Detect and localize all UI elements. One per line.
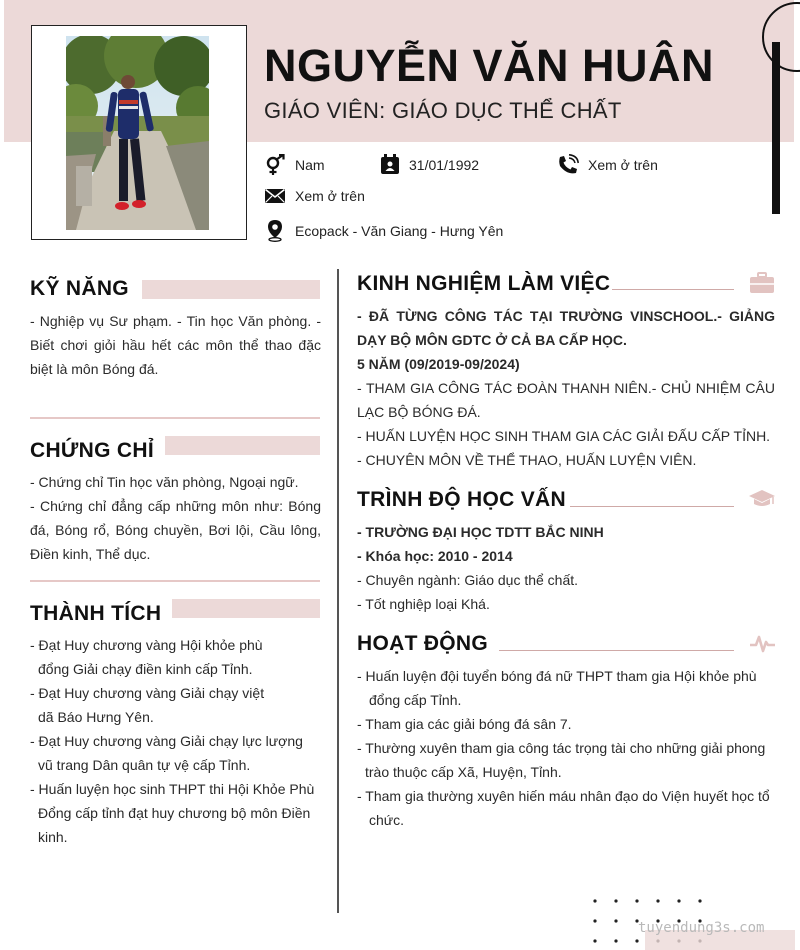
candidate-name: NGUYỄN VĂN HUÂN bbox=[264, 40, 715, 91]
skills-text-line: - Nghiệp vụ Sư phạm. - Tin học Văn phòng. - Biết chơi giỏi hầu hết các môn thể thao đặc biệt là môn Bóng đá. bbox=[30, 313, 321, 377]
birthday-info bbox=[380, 154, 479, 175]
experience-content bbox=[357, 304, 775, 472]
list-item: - THAM GIA CÔNG TÁC ĐOÀN THANH NIÊN.- CHỦ NHIỆM CÂU LẠC BỘ BÓNG ĐÁ. bbox=[357, 380, 775, 420]
list-item: - Huấn luyện đội tuyển bóng đá nữ THPT tham gia Hội khỏe phù đổng cấp Tỉnh. bbox=[357, 668, 757, 708]
education-title-line bbox=[570, 506, 734, 507]
experience-title-line bbox=[612, 289, 734, 290]
skills-text bbox=[30, 309, 321, 381]
phone-icon bbox=[557, 154, 579, 176]
list-item: - Thường xuyên tham gia công tác trọng tài cho những giải phong trào thuộc cấp Xã, Huyện, Tỉnh. bbox=[357, 740, 766, 780]
address-value: Ecopack - Văn Giang - Hưng Yên bbox=[295, 222, 504, 239]
list-item: - Tham gia các giải bóng đá sân 7. bbox=[357, 716, 572, 732]
activities-list bbox=[357, 664, 777, 832]
education-content bbox=[357, 520, 775, 616]
section-separator bbox=[30, 417, 320, 419]
skills-title-bar bbox=[142, 280, 320, 299]
location-pin-icon bbox=[264, 219, 286, 242]
phone-value: Xem ở trên bbox=[588, 157, 658, 173]
education-title: TRÌNH ĐỘ HỌC VẤN bbox=[357, 488, 566, 511]
list-item: - Huấn luyện học sinh THPT thi Hội Khỏe Phù Đổng cấp tỉnh đạt huy chương bộ môn Điền kinh. bbox=[30, 781, 315, 845]
certificates-title: CHỨNG CHỈ bbox=[30, 439, 154, 462]
gender-value: Nam bbox=[295, 157, 325, 173]
list-item: - HUẤN LUYỆN HỌC SINH THAM GIA CÁC GIẢI ĐẤU CẤP TỈNH. bbox=[357, 428, 771, 444]
list-item: - Tốt nghiệp loại Khá. bbox=[357, 596, 490, 612]
certificates-list bbox=[30, 470, 321, 566]
address-info bbox=[264, 219, 503, 242]
briefcase-icon bbox=[749, 272, 775, 294]
column-divider bbox=[337, 269, 339, 913]
gender-icon bbox=[264, 154, 286, 176]
experience-period: 5 NĂM (09/2019-09/2024) bbox=[357, 356, 520, 372]
experience-heading: - ĐÃ TỪNG CÔNG TÁC TẠI TRƯỜNG VINSCHOOL.- GIẢNG DẠY BỘ MÔN GDTC Ở CẢ BA CẤP HỌC. bbox=[357, 308, 775, 348]
list-item: - Chuyên ngành: Giáo dục thể chất. bbox=[357, 572, 579, 588]
activities-title: HOẠT ĐỘNG bbox=[357, 632, 489, 655]
job-title: GIÁO VIÊN: GIÁO DỤC THỂ CHẤT bbox=[264, 98, 622, 123]
section-separator bbox=[30, 580, 320, 582]
birthday-value: 31/01/1992 bbox=[409, 156, 480, 173]
decorative-bar bbox=[772, 42, 780, 214]
education-school: - TRƯỜNG ĐẠI HỌC TDTT BẮC NINH bbox=[357, 524, 604, 540]
list-item: - Đạt Huy chương vàng Hội khỏe phù đổng Giải chạy điền kinh cấp Tỉnh. bbox=[30, 637, 263, 677]
avatar bbox=[66, 36, 209, 230]
calendar-icon bbox=[380, 154, 400, 175]
email-info bbox=[264, 187, 365, 205]
achievements-title: THÀNH TÍCH bbox=[30, 602, 162, 625]
email-value: Xem ở trên bbox=[295, 188, 365, 204]
pulse-icon bbox=[749, 634, 776, 654]
experience-title: KINH NGHIỆM LÀM VIỆC bbox=[357, 272, 611, 295]
gender-info bbox=[264, 154, 325, 176]
achievements-title-bar bbox=[172, 599, 320, 618]
phone-info bbox=[557, 154, 658, 176]
list-item: - Đạt Huy chương vàng Giải chạy việt dã Báo Hưng Yên. bbox=[30, 685, 265, 725]
activities-title-line bbox=[499, 650, 734, 651]
list-item: - Chứng chỉ Tin học văn phòng, Ngoại ngữ. bbox=[30, 474, 299, 490]
list-item: - Chứng chỉ đẳng cấp những môn như: Bóng đá, Bóng rổ, Bóng chuyền, Bơi lội, Cầu lông, Điền kinh, Thể dục. bbox=[30, 498, 321, 562]
certificates-title-bar bbox=[165, 436, 320, 455]
achievements-list bbox=[30, 633, 318, 849]
skills-title: KỸ NĂNG bbox=[30, 277, 129, 300]
list-item: - Đạt Huy chương vàng Giải chạy lực lượng vũ trang Dân quân tự vệ cấp Tỉnh. bbox=[30, 733, 303, 773]
graduation-cap-icon bbox=[748, 489, 776, 509]
watermark: tuyendung3s.com bbox=[638, 920, 765, 936]
list-item: - CHUYÊN MÔN VỀ THỂ THAO, HUẤN LUYỆN VIÊN. bbox=[357, 452, 697, 468]
list-item: - Tham gia thường xuyên hiến máu nhân đạo do Viện huyết học tổ chức. bbox=[357, 788, 770, 828]
envelope-icon bbox=[264, 187, 286, 205]
education-course: - Khóa học: 2010 - 2014 bbox=[357, 548, 513, 564]
